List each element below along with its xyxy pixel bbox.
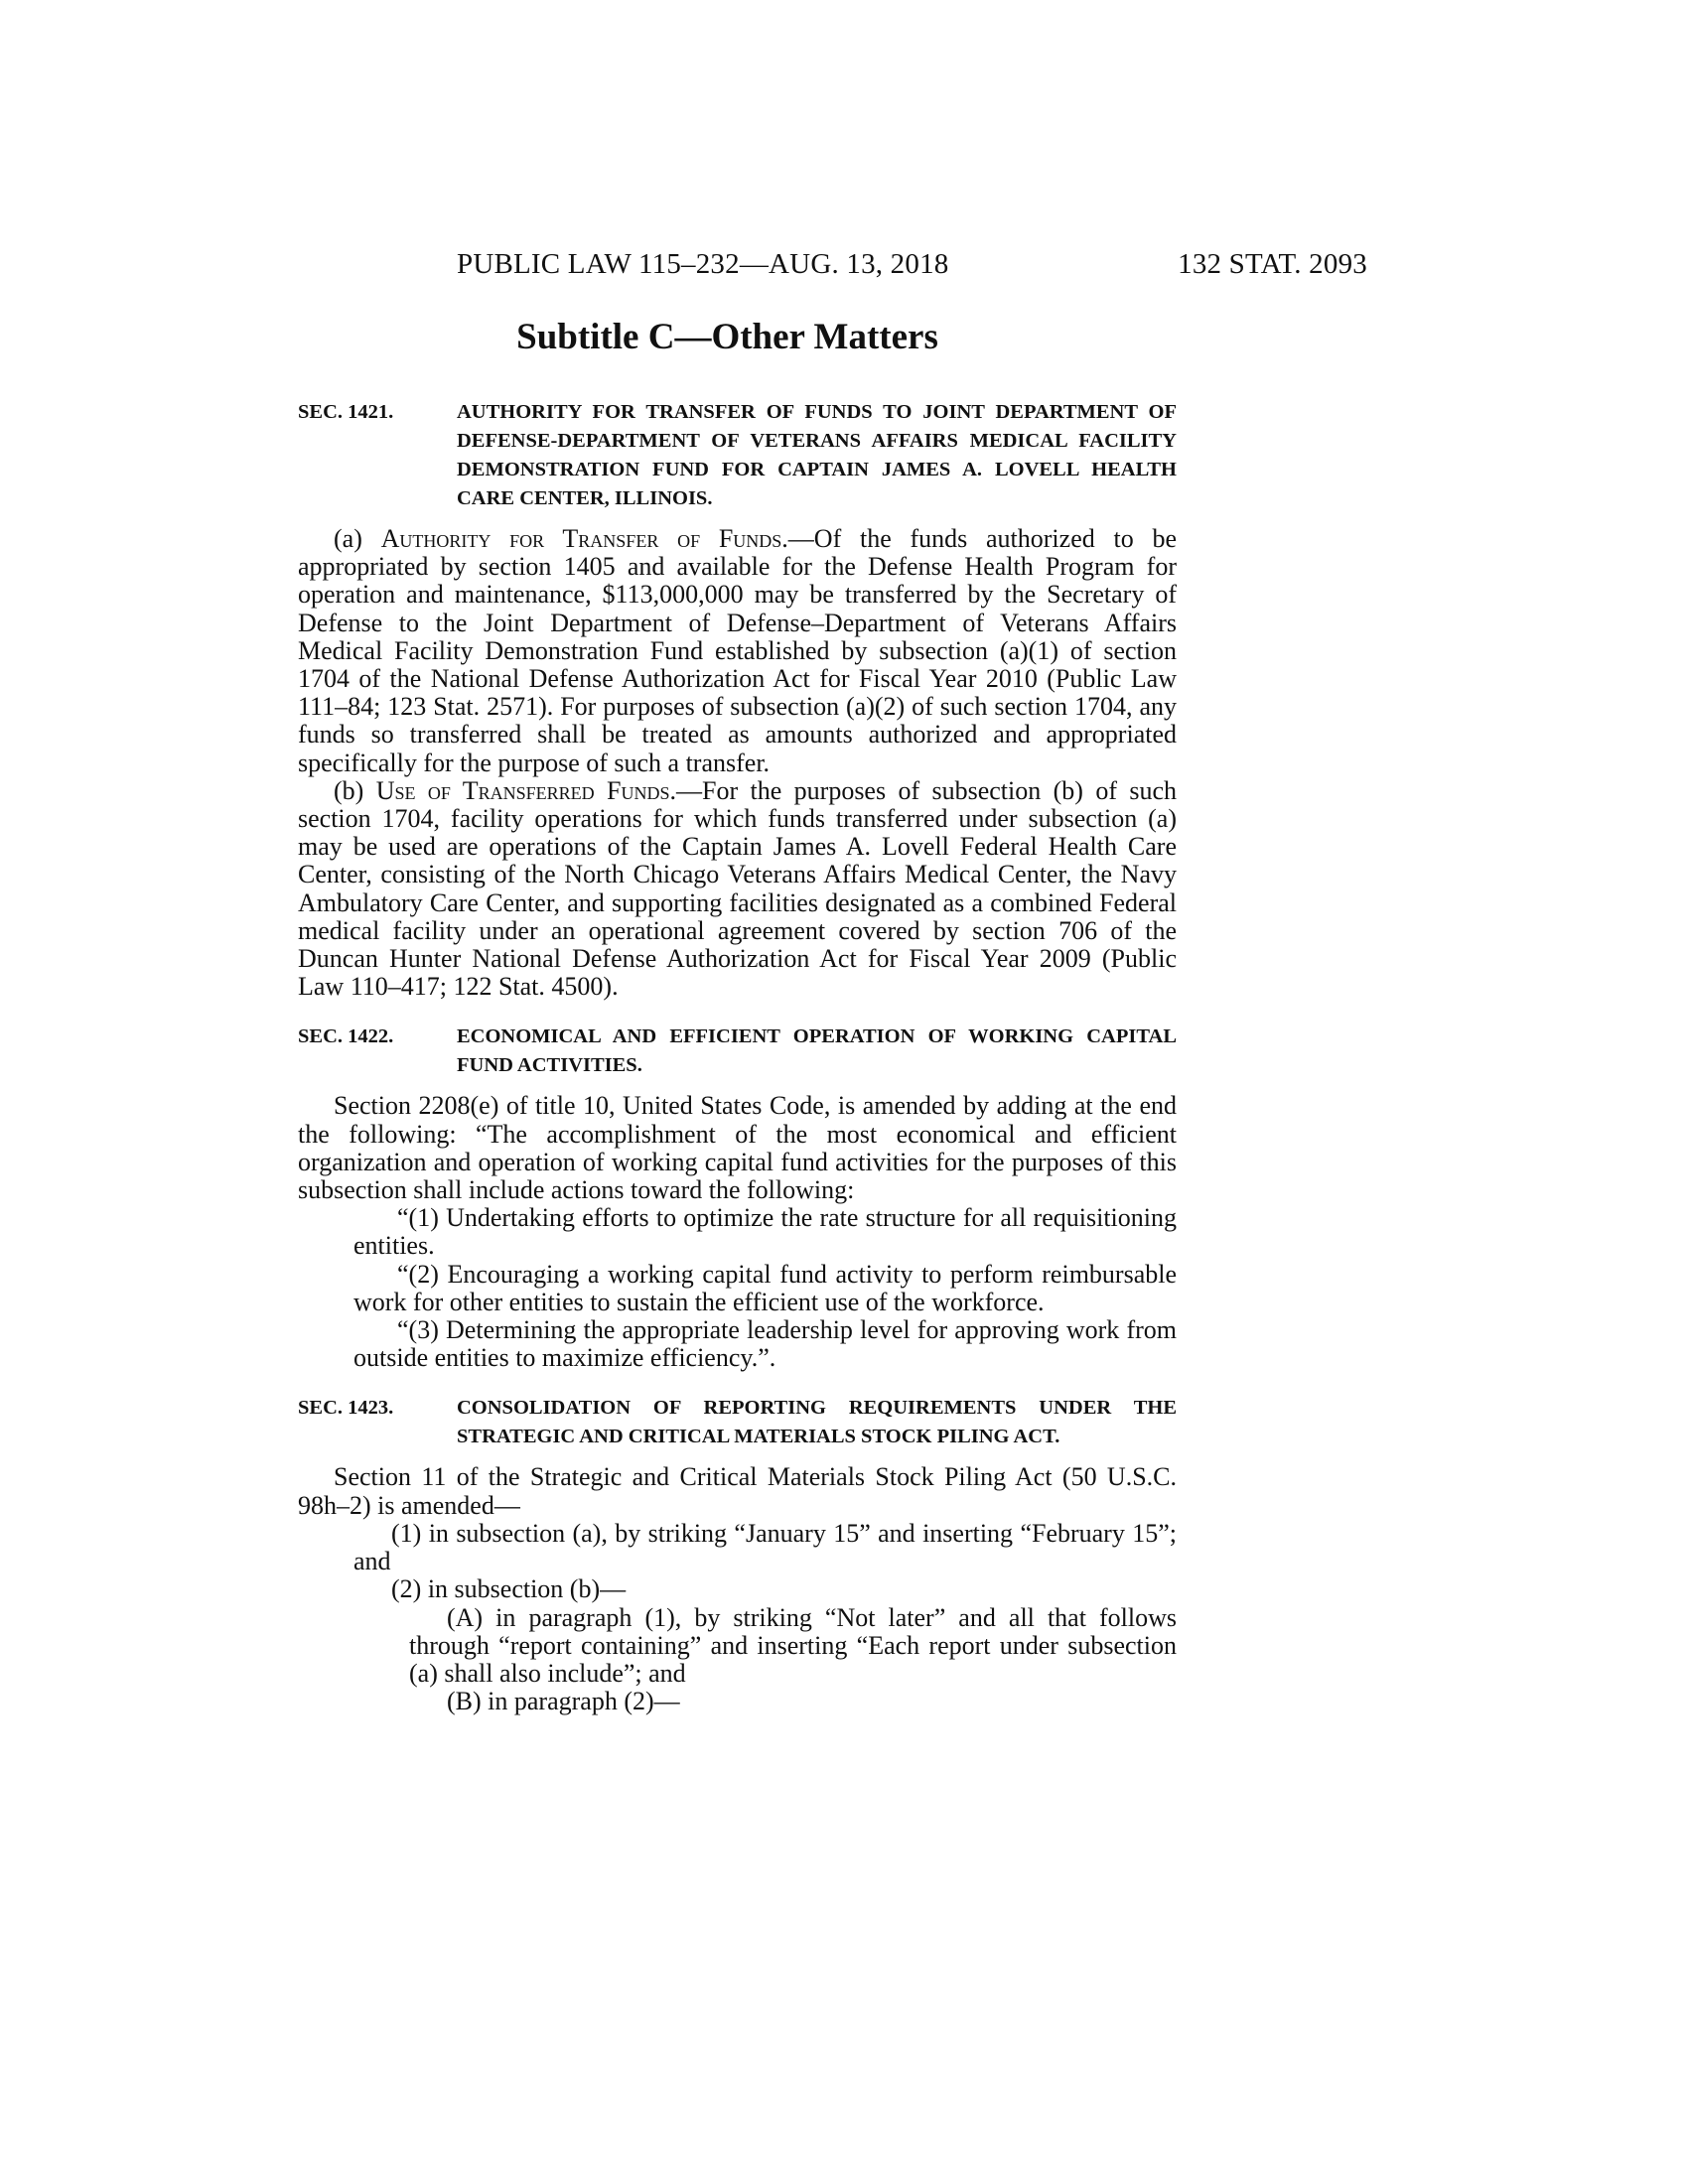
running-head-stat-page: 132 STAT. 2093 [1178,248,1367,280]
section-1422-item-1: “(1) Undertaking efforts to optimize the rate structure for all requisitioning entities. [353,1203,1177,1261]
section-1423-item-2: (2) in subsection (b)— [391,1574,627,1604]
subsection-a-caption: Authority for Transfer of Funds [380,524,782,553]
subsection-a-label: (a) [334,524,362,553]
section-1423-title: CONSOLIDATION OF REPORTING REQUIREMENTS UNDER THE STRATEGIC AND CRITICAL MATERIALS STOCK PILING ACT. [457,1397,1177,1448]
section-1423-heading [298,1394,1177,1451]
running-head [298,248,1367,288]
subtitle-heading: Subtitle C—Other Matters [516,317,938,357]
section-1423-item-1: (1) in subsection (a), by striking “January 15” and inserting “February 15”; and [353,1518,1177,1576]
section-1422-item-2: “(2) Encouraging a working capital fund activity to perform reimbursable work for other entities to sustain the efficient use of the workforce. [353,1259,1177,1316]
section-1421-subsection-a [298,525,1177,777]
section-1422-title: ECONOMICAL AND EFFICIENT OPERATION OF WORKING CAPITAL FUND ACTIVITIES. [457,1025,1177,1077]
section-1421-subsection-b [298,777,1177,1002]
section-1421-title: AUTHORITY FOR TRANSFER OF FUNDS TO JOINT DEPARTMENT OF DEFENSE-DEPARTMENT OF VETERANS AFFAIRS MEDICAL FACILITY DEMONSTRATION FUND FOR CAPTAIN JAMES A. LOVELL HEALTH CARE CENTER, ILLINOIS. [457,401,1177,509]
subsection-b-caption: Use of Transferred Funds [375,775,670,805]
section-1421-number: SEC. 1421. [298,401,394,423]
section-1423-item-a: (A) in paragraph (1), by striking “Not later” and all that follows through “report containing” and inserting “Each report under subsection (a) shall also include”; and [409,1602,1177,1688]
subsection-b-text: .—For the purposes of subsection (b) of such section 1704, facility operations for which funds transferred under subsection (a) may be used are operations of the Captain James A. Lovell Federal Health Care Center, consisting of the North Chicago Veterans Affairs Medical Center, the Navy Ambulatory Care Center, and supporting facilities designated as a combined Federal medical facility under an operational agreement covered by section 706 of the Duncan Hunter National Defense Authorization Act for Fiscal Year 2009 (Public Law 110–417; 122 Stat. 4500). [298,775,1178,1002]
section-1422-heading [298,1023,1177,1080]
section-1423-item-b: (B) in paragraph (2)— [447,1687,680,1716]
section-1423-intro: Section 11 of the Strategic and Critical Materials Stock Piling Act (50 U.S.C. 98h–2) is amended— [298,1462,1177,1520]
section-1422-number: SEC. 1422. [298,1025,394,1048]
document-page [298,248,1367,1716]
section-1421-heading [298,398,1177,513]
subsection-a-text: .—Of the funds authorized to be appropriated by section 1405 and available for the Defense Health Program for operation and maintenance, $113,000,000 may be transferred by the Secretary of Defense to the Joint Department of Defense–Department of Veterans Affairs Medical Facility Demonstration Fund established by subsection (a)(1) of section 1704 of the National Defense Authorization Act for Fiscal Year 2010 (Public Law 111–84; 123 Stat. 2571). For purposes of subsection (a)(2) of such section 1704, any funds so transferred shall be treated as amounts authorized and appropriated specifically for the purpose of such a transfer. [298,524,1177,777]
section-1422-item-3: “(3) Determining the appropriate leadership level for approving work from outside entities to maximize efficiency.”. [353,1315,1177,1373]
running-head-citation: PUBLIC LAW 115–232—AUG. 13, 2018 [457,248,949,280]
section-1422-intro: Section 2208(e) of title 10, United States Code, is amended by adding at the end the following: “The accomplishment of the most economical and efficient organization and operation of working capital fund activities for the purposes of this subsection shall include actions toward the following: [298,1091,1177,1205]
subsection-b-label: (b) [334,775,364,805]
section-1423-number: SEC. 1423. [298,1397,394,1420]
